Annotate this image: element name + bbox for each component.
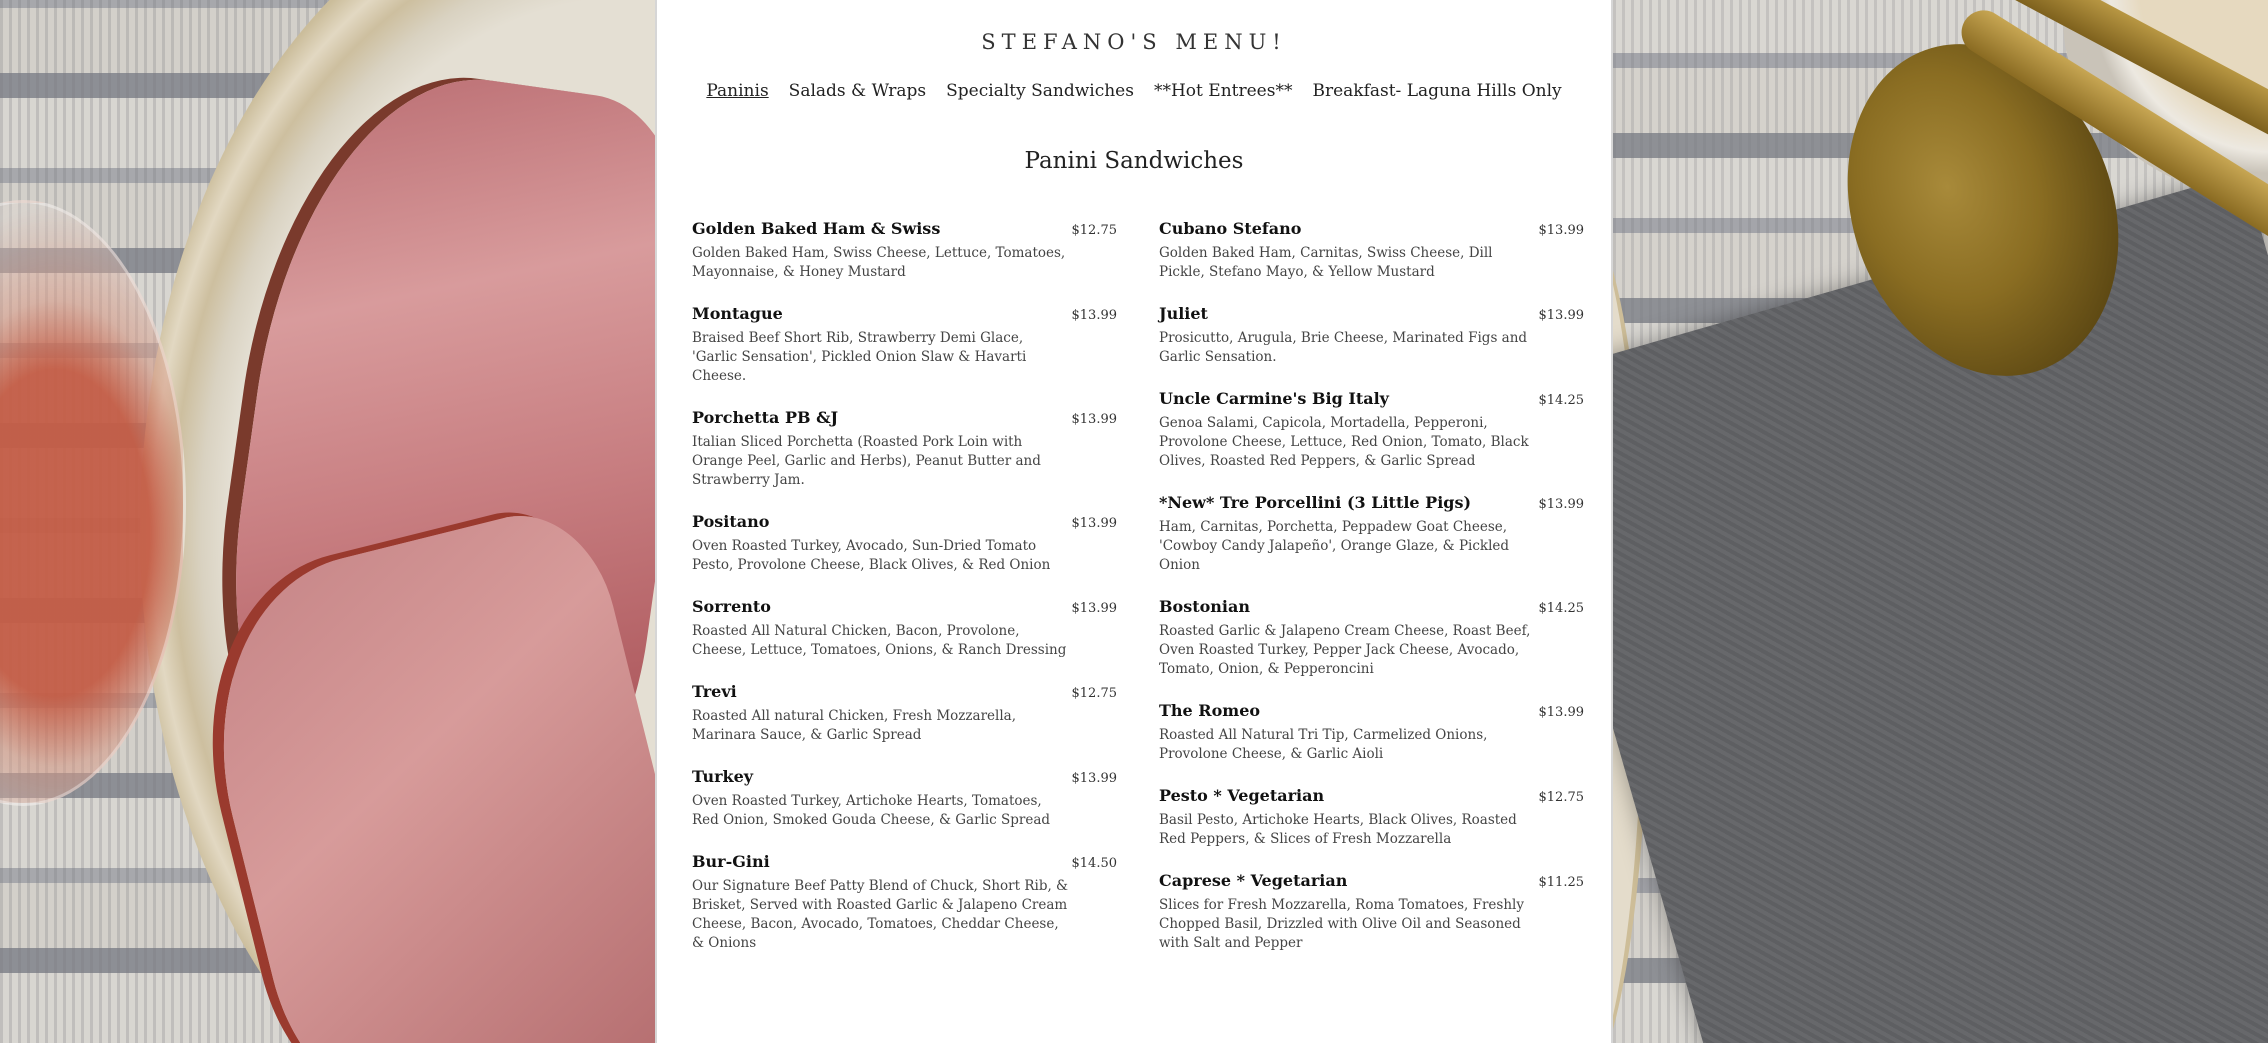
menu-item-name: Trevi <box>692 682 737 701</box>
menu-item-header <box>1159 493 1584 512</box>
menu-item-price: $13.99 <box>1538 705 1584 720</box>
menu-item <box>692 512 1117 575</box>
menu-item-header <box>1159 701 1584 720</box>
menu-item-description: Ham, Carnitas, Porchetta, Peppadew Goat Cheese, 'Cowboy Candy Jalapeño', Orange Glaze, & Pickled Onion <box>1159 519 1510 573</box>
menu-item-description: Our Signature Beef Patty Blend of Chuck, Short Rib, & Brisket, Served with Roasted Garlic & Jalapeno Cream Cheese, Bacon, Avocado, Tomatoes, Cheddar Cheese, & Onions <box>692 878 1069 951</box>
menu-item <box>1159 786 1584 849</box>
tab-paninis[interactable]: Paninis <box>706 81 769 101</box>
menu-item-header <box>692 767 1117 786</box>
background-photo-right <box>1613 0 2268 1043</box>
menu-item-name: Turkey <box>692 767 754 786</box>
menu-item-price: $13.99 <box>1071 516 1117 531</box>
menu-column-left <box>692 219 1117 975</box>
menu-item-header <box>692 597 1117 616</box>
menu-item-name: The Romeo <box>1159 701 1261 720</box>
menu-item <box>692 597 1117 660</box>
menu-item-price: $12.75 <box>1071 686 1117 701</box>
menu-item-name: *New* Tre Porcellini (3 Little Pigs) <box>1159 493 1472 512</box>
menu-item-price: $13.99 <box>1071 412 1117 427</box>
menu-item-description: Golden Baked Ham, Swiss Cheese, Lettuce, Tomatoes, Mayonnaise, & Honey Mustard <box>692 245 1066 280</box>
section-title: Panini Sandwiches <box>1024 148 1244 174</box>
menu-category-nav <box>657 81 1611 101</box>
tab-breakfast[interactable]: Breakfast- Laguna Hills Only <box>1312 81 1562 101</box>
menu-item-price: $14.25 <box>1538 601 1584 616</box>
menu-item-name: Positano <box>692 512 770 531</box>
menu-item-price: $13.99 <box>1538 497 1584 512</box>
menu-item <box>692 852 1117 953</box>
menu-item <box>1159 871 1584 953</box>
menu-item-name: Porchetta PB &J <box>692 408 839 427</box>
menu-item <box>1159 304 1584 367</box>
menu-item-description: Oven Roasted Turkey, Artichoke Hearts, Tomatoes, Red Onion, Smoked Gouda Cheese, & Garlic Spread <box>692 793 1051 828</box>
menu-item-description: Prosicutto, Arugula, Brie Cheese, Marinated Figs and Garlic Sensation. <box>1159 330 1528 365</box>
tab-salads-wraps[interactable]: Salads & Wraps <box>788 81 927 101</box>
menu-item-price: $14.50 <box>1071 856 1117 871</box>
menu-item-name: Montague <box>692 304 783 323</box>
menu-item <box>1159 701 1584 764</box>
menu-item-description: Genoa Salami, Capicola, Mortadella, Pepperoni, Provolone Cheese, Lettuce, Red Onion, Tomato, Black Olives, Roasted Red Peppers, & Garlic Spread <box>1159 415 1529 469</box>
menu-item-name: Bur-Gini <box>692 852 770 871</box>
menu-item-name: Juliet <box>1159 304 1208 323</box>
menu-item-description: Roasted All Natural Chicken, Bacon, Provolone, Cheese, Lettuce, Tomatoes, Onions, & Ranch Dressing <box>692 623 1067 658</box>
menu-item-name: Pesto * Vegetarian <box>1159 786 1325 805</box>
menu-item-description: Oven Roasted Turkey, Avocado, Sun-Dried Tomato Pesto, Provolone Cheese, Black Olives, & Red Onion <box>692 538 1051 573</box>
menu-item-price: $14.25 <box>1538 393 1584 408</box>
menu-item <box>692 767 1117 830</box>
menu-item-price: $11.25 <box>1538 875 1584 890</box>
menu-item-header <box>1159 219 1584 238</box>
menu-item-header <box>1159 389 1584 408</box>
menu-item-description: Basil Pesto, Artichoke Hearts, Black Olives, Roasted Red Peppers, & Slices of Fresh Mozzarella <box>1159 812 1517 847</box>
menu-item-price: $13.99 <box>1071 308 1117 323</box>
menu-item <box>1159 219 1584 282</box>
menu-item <box>692 682 1117 745</box>
menu-item-header <box>692 682 1117 701</box>
menu-item-price: $12.75 <box>1538 790 1584 805</box>
menu-item-header <box>692 219 1117 238</box>
menu-column-right <box>1159 219 1584 975</box>
menu-item-header <box>1159 871 1584 890</box>
page-title: STEFANO'S MENU! <box>981 30 1287 54</box>
menu-item <box>692 219 1117 282</box>
menu-item-price: $13.99 <box>1538 308 1584 323</box>
menu-item-header <box>692 852 1117 871</box>
menu-item-price: $12.75 <box>1071 223 1117 238</box>
menu-item-name: Uncle Carmine's Big Italy <box>1159 389 1389 408</box>
menu-item-name: Caprese * Vegetarian <box>1159 871 1348 890</box>
menu-item-description: Roasted All Natural Tri Tip, Carmelized Onions, Provolone Cheese, & Garlic Aioli <box>1159 727 1488 762</box>
menu-item-header <box>692 408 1117 427</box>
menu-item-description: Slices for Fresh Mozzarella, Roma Tomatoes, Freshly Chopped Basil, Drizzled with Olive Oil and Seasoned with Salt and Pepper <box>1159 897 1524 951</box>
menu-item <box>1159 597 1584 679</box>
menu-item-name: Golden Baked Ham & Swiss <box>692 219 941 238</box>
menu-item-header <box>692 512 1117 531</box>
menu-item-header <box>1159 786 1584 805</box>
menu-item-price: $13.99 <box>1538 223 1584 238</box>
menu-item-description: Roasted All natural Chicken, Fresh Mozzarella, Marinara Sauce, & Garlic Spread <box>692 708 1016 743</box>
menu-item <box>692 408 1117 490</box>
menu-item-header <box>692 304 1117 323</box>
menu-item-description: Italian Sliced Porchetta (Roasted Pork Loin with Orange Peel, Garlic and Herbs), Peanut Butter and Strawberry Jam. <box>692 434 1041 488</box>
menu-item-description: Braised Beef Short Rib, Strawberry Demi Glace, 'Garlic Sensation', Pickled Onion Slaw & Havarti Cheese. <box>692 330 1027 384</box>
tab-hot-entrees[interactable]: **Hot Entrees** <box>1153 81 1293 101</box>
menu-item-header <box>1159 597 1584 616</box>
menu-item-name: Bostonian <box>1159 597 1250 616</box>
menu-item-header <box>1159 304 1584 323</box>
background-photo-left <box>0 0 655 1043</box>
menu-panel <box>655 0 1613 1043</box>
menu-item <box>1159 493 1584 575</box>
menu-item-price: $13.99 <box>1071 771 1117 786</box>
menu-item-name: Cubano Stefano <box>1159 219 1302 238</box>
menu-item-name: Sorrento <box>692 597 771 616</box>
tab-specialty-sandwiches[interactable]: Specialty Sandwiches <box>946 81 1134 101</box>
menu-item-description: Golden Baked Ham, Carnitas, Swiss Cheese, Dill Pickle, Stefano Mayo, & Yellow Mustard <box>1159 245 1493 280</box>
menu-item <box>1159 389 1584 471</box>
menu-item <box>692 304 1117 386</box>
menu-item-price: $13.99 <box>1071 601 1117 616</box>
menu-item-description: Roasted Garlic & Jalapeno Cream Cheese, Roast Beef, Oven Roasted Turkey, Pepper Jack Cheese, Avocado, Tomato, Onion, & Pepperoncini <box>1159 623 1531 677</box>
